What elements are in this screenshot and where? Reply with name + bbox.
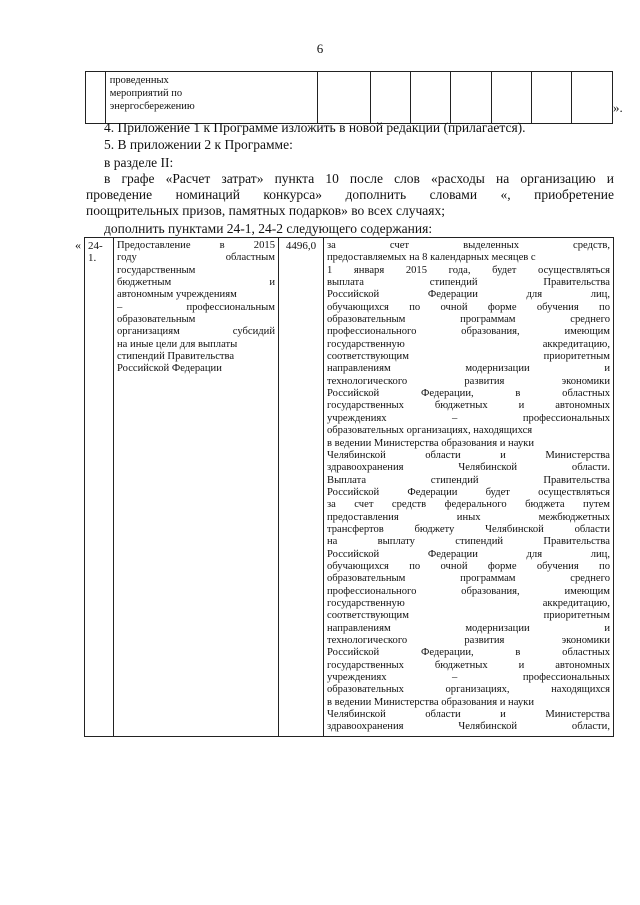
item-number: 24-1. xyxy=(85,238,114,737)
text-line: государственных бюджетных и автономных xyxy=(327,659,610,671)
text-line: государственным xyxy=(117,264,196,276)
text-line: технологического развития экономики xyxy=(327,375,610,387)
cell-line: проведенных xyxy=(109,75,169,86)
text-line: соответствующим приоритетным xyxy=(327,351,610,363)
text-line: организациям субсидий xyxy=(117,326,275,338)
text-line: выплата стипендий Правительства xyxy=(327,277,610,289)
item-sum: 4496,0 xyxy=(279,238,324,737)
text-line: направлениям модернизации и xyxy=(327,363,610,375)
text-line: на иные цели для выплаты xyxy=(117,338,238,350)
paragraph-graph xyxy=(86,171,614,219)
text-line: здравоохранения Челябинской области, xyxy=(327,721,610,733)
text-line: государственную аккредитацию, xyxy=(327,597,610,609)
item-description xyxy=(324,238,614,737)
item-name xyxy=(114,238,279,737)
text-line: образовательным xyxy=(117,314,196,326)
text-line: за счет средств федерального бюджета путем xyxy=(327,499,610,511)
text-line: образовательных организациях, находящихся xyxy=(327,684,610,696)
text-line: предоставляемых на 8 календарных месяцев с xyxy=(327,252,536,264)
text-line: образовательным программам среднего xyxy=(327,314,610,326)
paragraph-5: 5. В приложении 2 к Программе: xyxy=(104,137,293,152)
text-line: учреждениях – профессиональных xyxy=(327,672,610,684)
text-line: государственную аккредитацию, xyxy=(327,338,610,350)
table-row xyxy=(86,72,613,124)
paragraph-section: в разделе II: xyxy=(104,155,174,170)
text-line: образовательных организациях, находящихся xyxy=(327,425,533,437)
text-line: поощрительных призов, памятных подарков» во всех случаях; xyxy=(86,203,446,218)
text-line: обучающихся по очной форме обучения по xyxy=(327,301,610,313)
text-line: бюджетным и xyxy=(117,277,275,289)
closing-quote: ». xyxy=(613,100,623,115)
text-line: проведение номинаций конкурса» дополнить словами «, приобретение xyxy=(86,187,614,202)
top-table-fragment xyxy=(85,71,613,124)
text-line: году областным xyxy=(117,252,275,264)
paragraph-add: дополнить пунктами 24-1, 24-2 следующего содержания: xyxy=(104,221,433,236)
text-line: в графе «Расчет затрат» пункта 10 после слов «расходы на организацию и xyxy=(104,171,614,186)
text-line: 1 января 2015 года, будет осуществляться xyxy=(327,264,610,276)
description-lines xyxy=(327,240,610,734)
table-cell xyxy=(318,72,371,124)
text-line: государственных бюджетных и автономных xyxy=(327,400,610,412)
text-line: Предоставление в 2015 xyxy=(117,240,275,251)
text-line: обучающихся по очной форме обучения по xyxy=(327,560,610,572)
table-cell xyxy=(491,72,531,124)
text-line: предоставления иных межбюджетных xyxy=(327,511,610,523)
cell-line: мероприятий по xyxy=(109,88,183,99)
text-line: Российской Федерации, в областных xyxy=(327,647,610,659)
text-line: Российской Федерации будет осуществляться xyxy=(327,486,610,498)
table-cell xyxy=(410,72,450,124)
text-line: образовательным программам среднего xyxy=(327,573,610,585)
text-line: профессионального образования, имеющим xyxy=(327,326,610,338)
text-line: автономным учреждениям xyxy=(117,289,237,301)
table-row xyxy=(85,238,614,737)
text-line: трансфертов бюджету Челябинской области xyxy=(327,523,610,535)
text-line: на выплату стипендий Правительства xyxy=(327,536,610,548)
text-line: Российской Федерации xyxy=(117,363,222,375)
text-line: стипендий Правительства xyxy=(117,351,235,363)
text-line: за счет выделенных средств, xyxy=(327,240,610,251)
main-table xyxy=(84,237,614,737)
text-line: Челябинской области и Министерства xyxy=(327,449,610,461)
text-line: Выплата стипендий Правительства xyxy=(327,474,610,486)
text-line: Российской Федерации для лиц, xyxy=(327,548,610,560)
text-line: учреждениях – профессиональных xyxy=(327,412,610,424)
table-cell xyxy=(451,72,491,124)
page-number: 6 xyxy=(316,41,324,56)
text-line: направлениям модернизации и xyxy=(327,622,610,634)
text-line: Российской Федерации для лиц, xyxy=(327,289,610,301)
table-cell-text xyxy=(105,72,318,124)
text-line: – профессиональным xyxy=(117,301,275,313)
text-line: Российской Федерации, в областных xyxy=(327,388,610,400)
paragraph-4: 4. Приложение 1 к Программе изложить в новой редакции (прилагается). xyxy=(104,120,526,135)
text-line: в ведении Министерства образования и науки xyxy=(327,696,534,708)
text-line: технологического развития экономики xyxy=(327,635,610,646)
text-line: соответствующим приоритетным xyxy=(327,610,610,622)
table-cell xyxy=(371,72,410,124)
text-line: Челябинской области и Министерства xyxy=(327,709,610,721)
table-cell xyxy=(86,72,106,124)
table-cell xyxy=(532,72,572,124)
text-line: здравоохранения Челябинской области. xyxy=(327,462,610,474)
opening-quote: « xyxy=(75,238,81,252)
text-line: в ведении Министерства образования и науки xyxy=(327,437,534,449)
cell-line: энергосбережению xyxy=(109,101,195,112)
table-cell xyxy=(572,72,613,124)
text-line: профессионального образования, имеющим xyxy=(327,585,610,597)
